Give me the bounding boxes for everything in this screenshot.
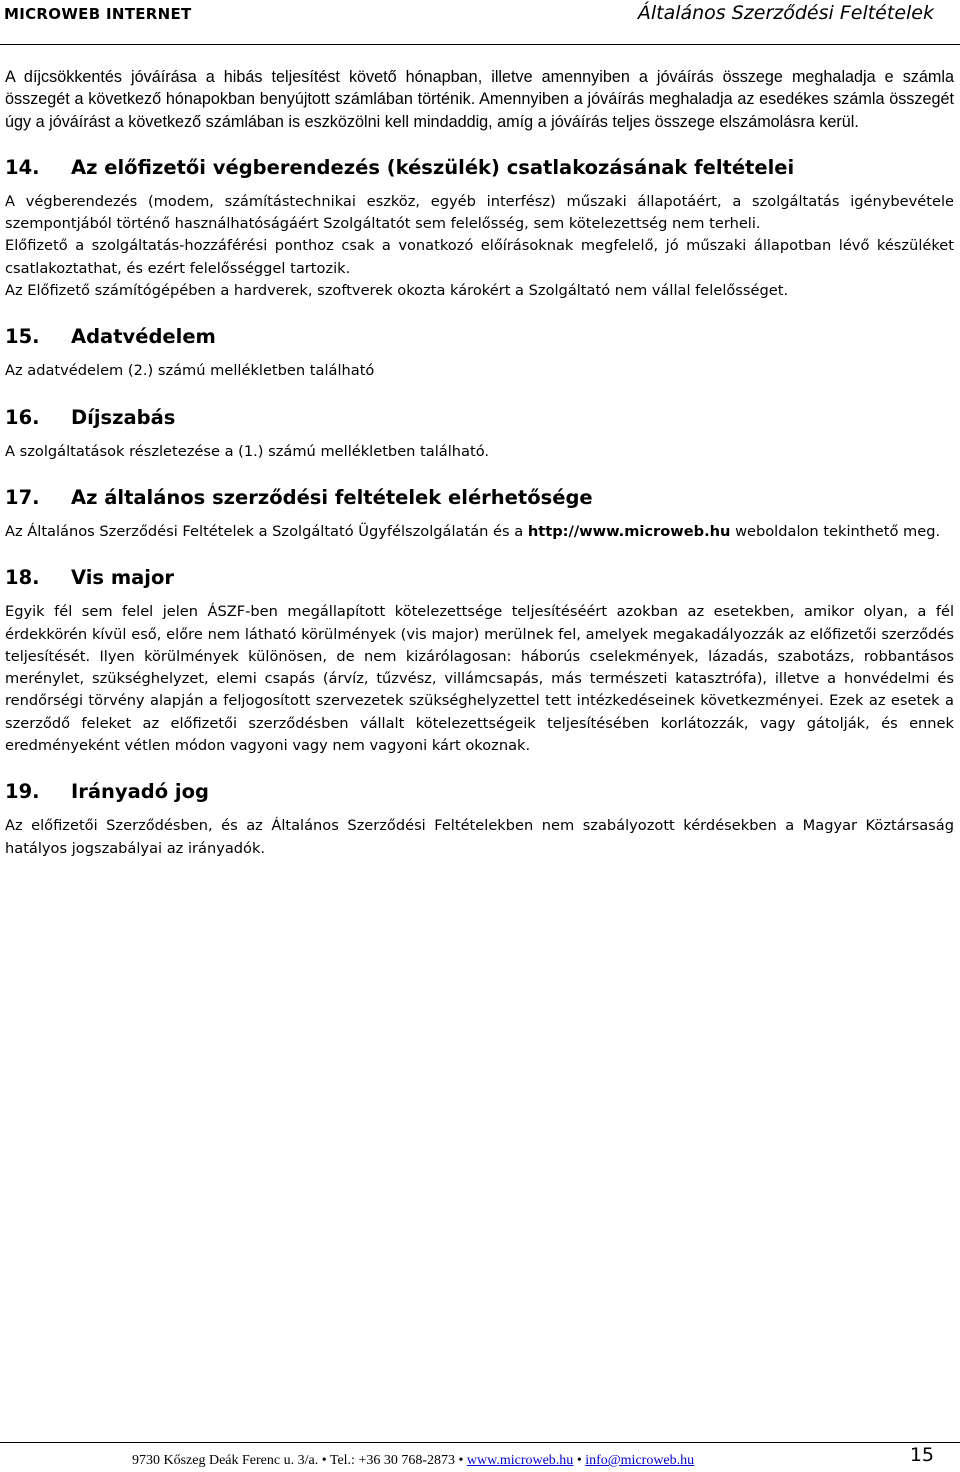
section-17-heading xyxy=(5,485,954,511)
section-title: Az előfizetői végberendezés (készülék) csatlakozásának feltételei xyxy=(71,155,795,179)
footer-separator: • xyxy=(576,1453,582,1468)
intro-paragraph: A díjcsökkentés jóváírása a hibás teljesítést követő hónapban, illetve amennyiben a jóváírás összege meghaladja e számla összegét a következő hónapokban benyújtott számlában történik. Amennyiben a jóváírás meghaladja az esedékes számla összegét úgy a jóváírást a következő számlában is eszközölni kell mindaddig, amíg a jóváírás teljes összege elszámolásra kerül. xyxy=(5,68,954,131)
section-19-paragraph: Az előfizetői Szerződésben, és az Általános Szerződési Feltételekben nem szabályozott kérdésekben a Magyar Köztársaság hatályos jogszabályai az irányadók. xyxy=(5,817,954,857)
section-17-text-after: weboldalon tekinthető meg. xyxy=(735,522,941,540)
section-16-paragraph: A szolgáltatások részletezése a (1.) számú mellékletben található. xyxy=(5,442,490,460)
section-number: 17. xyxy=(5,485,40,509)
document-title: Általános Szerződési Feltételek xyxy=(637,2,934,24)
footer-email-link[interactable]: info@microweb.hu xyxy=(585,1453,695,1468)
footer-website-link[interactable]: www.microweb.hu xyxy=(466,1453,574,1468)
page-number: 15 xyxy=(909,1444,934,1466)
section-title: Díjszabás xyxy=(71,405,176,429)
section-15-paragraph: Az adatvédelem (2.) számú mellékletben található xyxy=(5,362,375,380)
section-19-heading xyxy=(5,779,954,805)
section-number: 15. xyxy=(5,325,40,349)
section-title: Irányadó jog xyxy=(71,780,209,804)
section-18-heading xyxy=(5,565,954,591)
company-name: MICROWEB INTERNET xyxy=(4,5,192,23)
section-14-heading xyxy=(5,155,954,181)
section-18-paragraph: Egyik fél sem felel jelen ÁSZF-ben megállapított kötelezettsége teljesítéséért azokban az esetekben, amikor olyan, a fél érdekkörén kívül eső, előre nem látható körülmények (vis major) merülnek fel, amelyek megakadályozzák az előfizetői szerződés teljesítését. Ilyen körülmények különösen, de nem kizárólagosan: háborús cselekmények, lázadás, szabotázs, robbantásos merénylet, szükséghelyzet, elemi csapás (árvíz, tűzvész, villámcsapás, más természeti katasztrófa), illetve a honvédelmi és rendőrségi törvény alapján a feljogosított szervezetek szükséghelyzettel tett intézkedéseinek következményei. Ezek az esetek a szerződő feleket az előfizetői szerződésben vállalt kötelezettségeik teljesítésében korlátozzák, vagy gátolják, és ennek eredményeként vétlen módon vagyoni vagy nem vagyoni kárt okoznak. xyxy=(5,603,954,755)
section-16-heading xyxy=(5,405,954,431)
footer-contact xyxy=(132,1453,694,1469)
section-14-paragraph-1: A végberendezés (modem, számítástechnikai eszköz, egyéb interfész) műszaki állapotáért, a szolgáltatás igénybevétele szempontjából történő használhatóságáért Szolgáltatót sem felelősség, sem kötelezettség nem terheli. xyxy=(5,192,954,233)
section-title: Az általános szerződési feltételek elérhetősége xyxy=(71,485,593,509)
footer-rule xyxy=(0,1442,960,1443)
section-number: 19. xyxy=(5,780,40,804)
page-footer xyxy=(0,1440,960,1472)
section-17-paragraph xyxy=(5,521,954,543)
section-title: Vis major xyxy=(71,566,175,590)
section-14-paragraph-3: Az Előfizető számítógépében a hardverek, szoftverek okozta károkért a Szolgáltató nem vállal felelősséget. xyxy=(5,282,789,300)
header-rule xyxy=(0,44,960,45)
section-17-text-before: Az Általános Szerződési Feltételek a Szolgáltató Ügyfélszolgálatán és a xyxy=(5,522,524,540)
section-title: Adatvédelem xyxy=(71,325,216,349)
section-15-heading xyxy=(5,324,954,350)
website-link[interactable]: http://www.microweb.hu xyxy=(527,522,731,540)
section-number: 16. xyxy=(5,405,40,429)
document-body xyxy=(5,66,954,860)
section-number: 18. xyxy=(5,566,40,590)
footer-address: 9730 Kőszeg Deák Ferenc u. 3/a. • Tel.: +36 30 768-2873 • xyxy=(132,1453,464,1468)
page-header xyxy=(0,0,960,46)
section-14-paragraph-2: Előfizető a szolgáltatás-hozzáférési ponthoz csak a vonatkozó előírásoknak megfelelő, jó műszaki állapotban lévő készüléket csatlakoztathat, és ezért felelősséggel tartozik. xyxy=(5,237,954,277)
section-number: 14. xyxy=(5,155,40,179)
